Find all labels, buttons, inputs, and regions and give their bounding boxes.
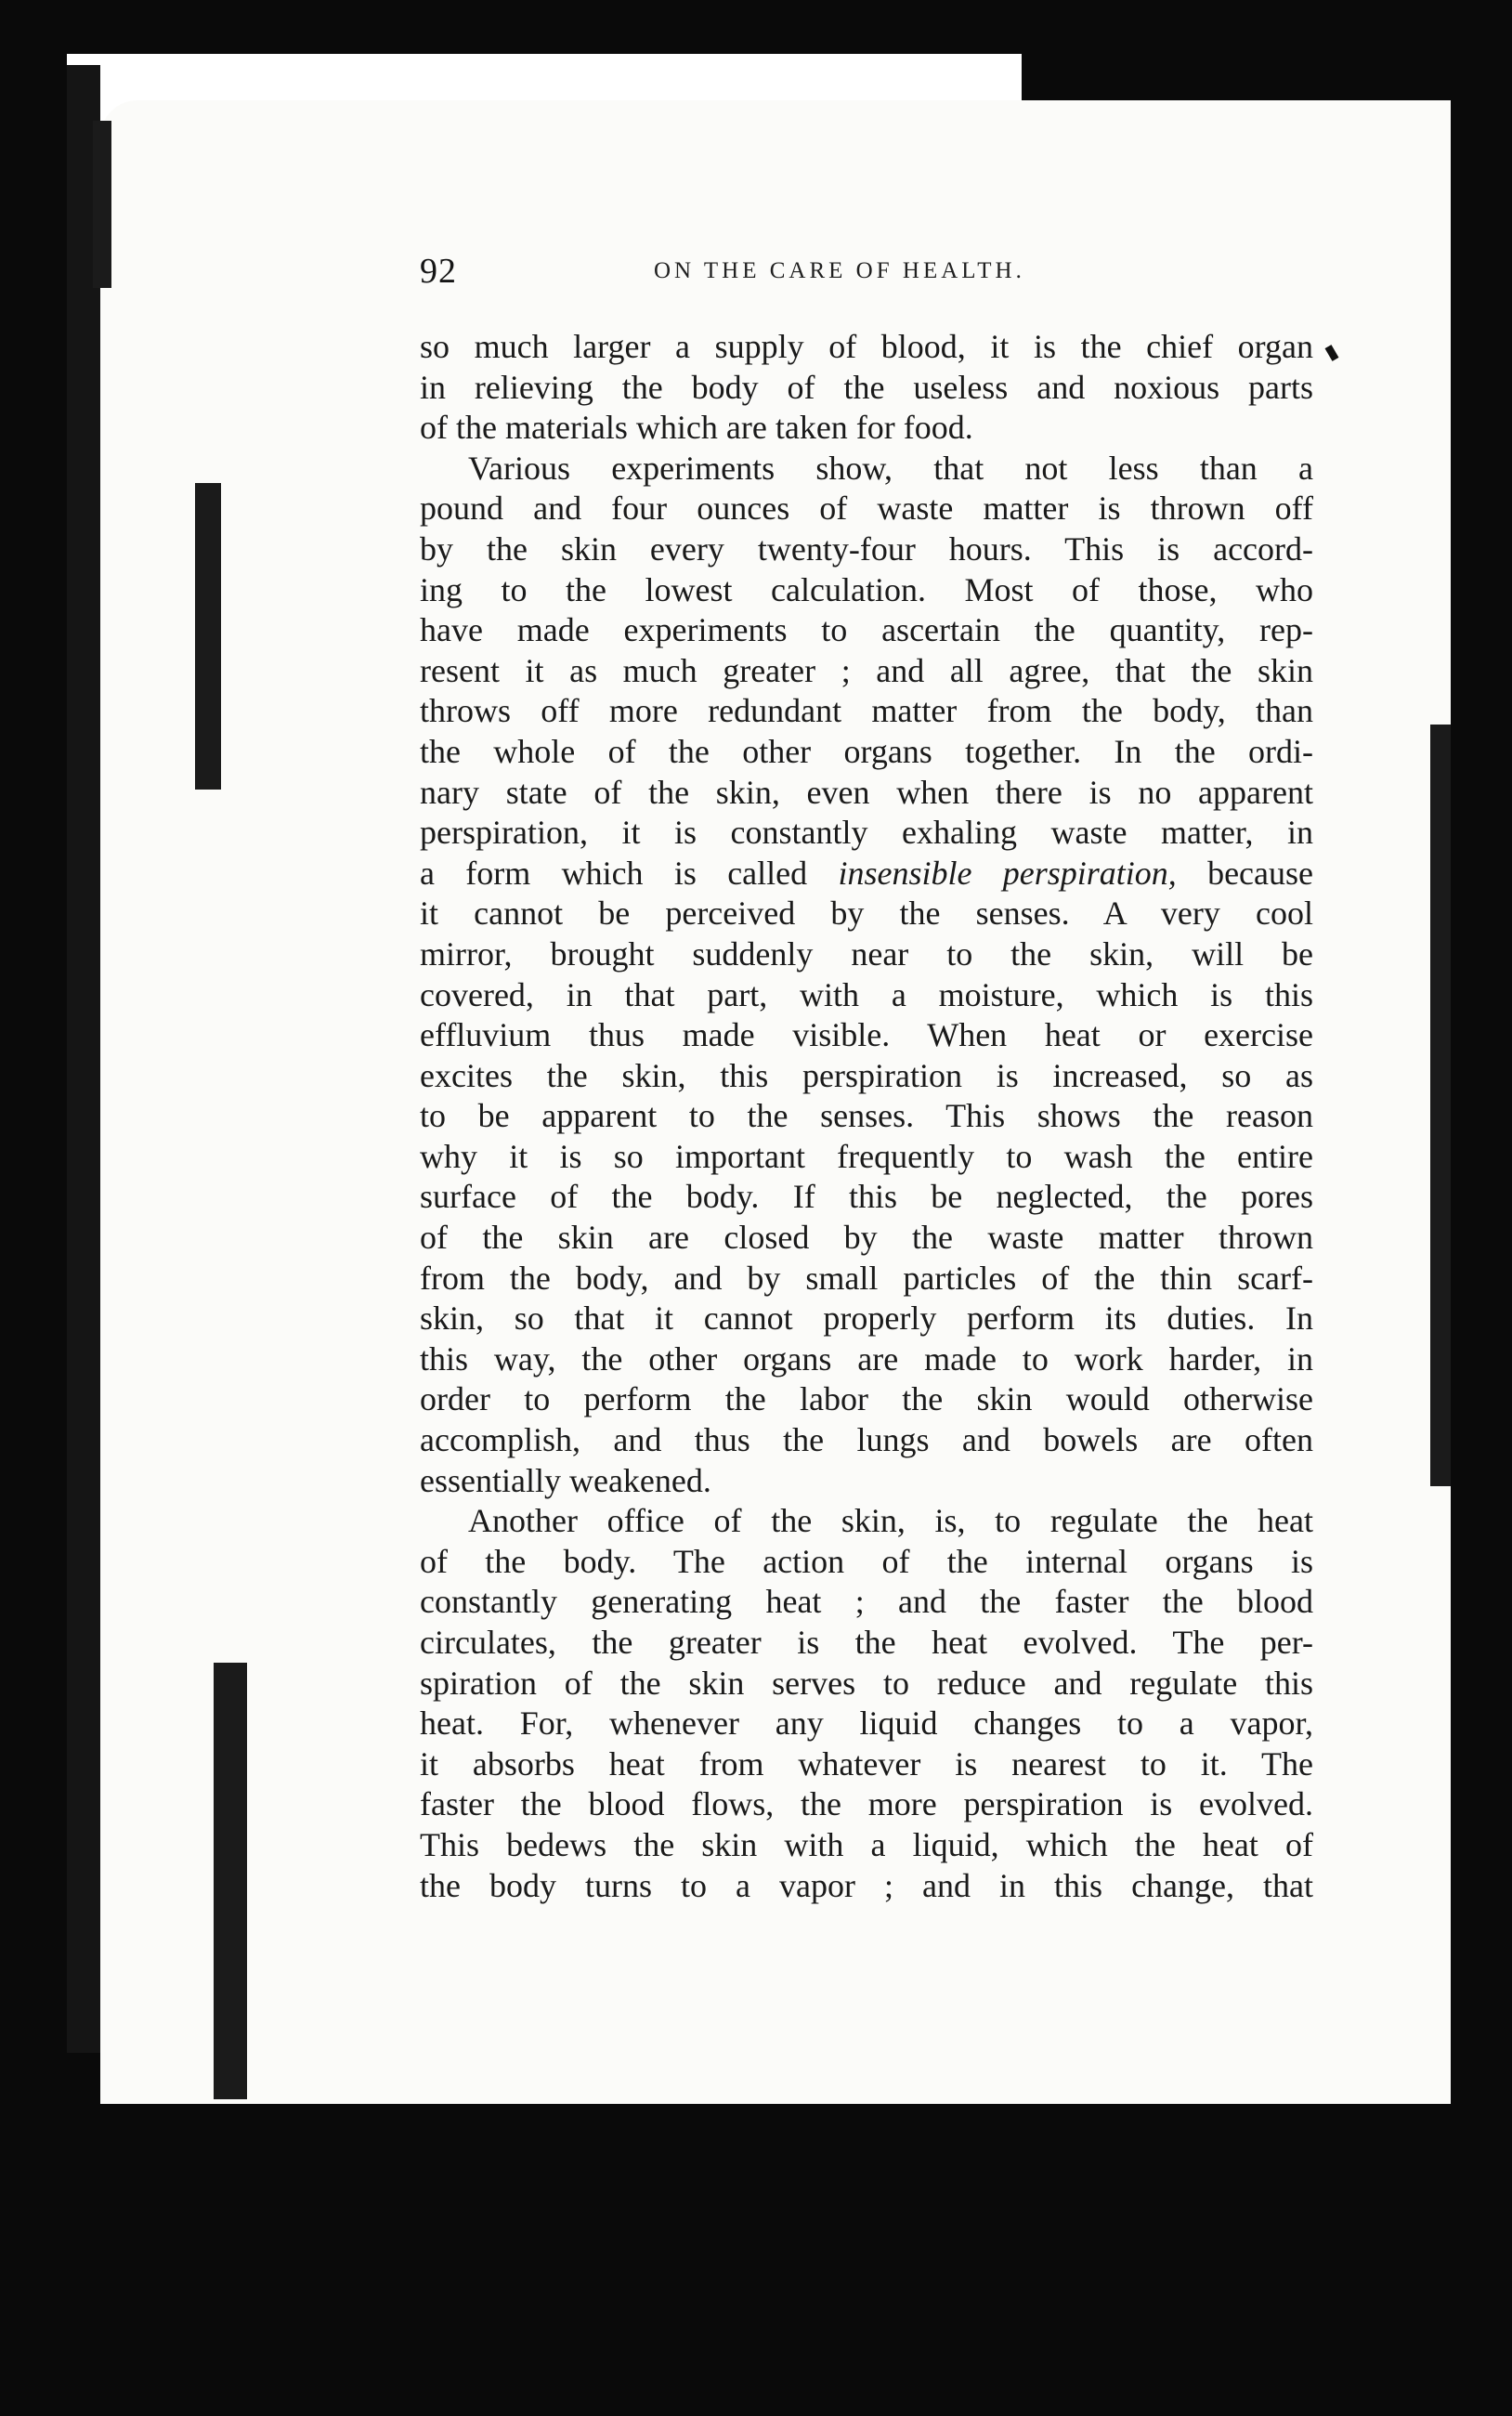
text-line: why it is so important frequently to wash the entire: [420, 1137, 1313, 1175]
text-line: have made experiments to ascertain the quantity, rep-: [420, 611, 1313, 649]
scan-shadow-mark: [1430, 725, 1451, 1486]
text-line: faster the blood flows, the more perspiration is evolved.: [420, 1785, 1313, 1823]
text-line: by the skin every twenty-four hours. This is accord-: [420, 529, 1313, 568]
scan-shadow-mark: [214, 1663, 247, 2099]
text-line: effluvium thus made visible. When heat or exercise: [420, 1016, 1313, 1054]
text-line: nary state of the skin, even when there is no apparent: [420, 773, 1313, 811]
text-line: covered, in that part, with a moisture, which is this: [420, 975, 1313, 1013]
text-line: so much larger a supply of blood, it is the chief organ: [420, 328, 1313, 365]
text-line: heat. For, whenever any liquid changes to a vapor,: [420, 1704, 1313, 1743]
text-line: ing to the lowest calculation. Most of those, who: [420, 570, 1313, 608]
scan-border-bottom: [0, 2104, 1512, 2416]
text-line: excites the skin, this perspiration is increased, so as: [420, 1056, 1313, 1094]
text-line: accomplish, and thus the lungs and bowels are often: [420, 1421, 1313, 1459]
scan-border-right: [1451, 0, 1512, 2416]
text-line: throws off more redundant matter from the body, than: [420, 692, 1313, 730]
text-line: surface of the body. If this be neglected, the pores: [420, 1178, 1313, 1216]
page-number: 92: [420, 252, 457, 291]
text-line: Another office of the skin, is, to regulate the heat: [468, 1502, 1313, 1540]
text-line: mirror, brought suddenly near to the skin, will be: [420, 934, 1313, 973]
running-head-title: ON THE CARE OF HEALTH.: [654, 258, 1025, 283]
scan-shadow-mark: [93, 121, 111, 288]
text-line: essentially weakened.: [420, 1461, 711, 1499]
scan-shadow-mark: [195, 483, 221, 790]
text-line: it cannot be perceived by the senses. A very cool: [420, 895, 1313, 933]
text-line: constantly generating heat ; and the faster the blood: [420, 1583, 1313, 1621]
text-line: in relieving the body of the useless and noxious parts: [420, 368, 1313, 406]
text-line: [420, 854, 1313, 895]
text-line: spiration of the skin serves to reduce and regulate this: [420, 1664, 1313, 1702]
text-line: of the materials which are taken for food.: [420, 409, 973, 447]
text-line: of the skin are closed by the waste matter thrown: [420, 1219, 1313, 1257]
text-line: Various experiments show, that not less than a: [468, 449, 1313, 487]
body-text: [420, 327, 1313, 1906]
text-run: because: [1176, 854, 1313, 892]
text-line: circulates, the greater is the heat evolved. The per-: [420, 1624, 1313, 1661]
text-line: from the body, and by small particles of the thin scarf-: [420, 1259, 1313, 1297]
text-line: the body turns to a vapor ; and in this change, that: [420, 1866, 1313, 1904]
text-line: pound and four ounces of waste matter is thrown off: [420, 490, 1313, 528]
text-line: the whole of the other organs together. In the ordi-: [420, 732, 1313, 770]
text-line: of the body. The action of the internal organs is: [420, 1542, 1313, 1580]
text-line: order to perform the labor the skin would otherwise: [420, 1380, 1313, 1418]
text-line: it absorbs heat from whatever is nearest to it. The: [420, 1744, 1313, 1783]
text-line: skin, so that it cannot properly perform its duties. In: [420, 1299, 1313, 1338]
text-line: This bedews the skin with a liquid, which the heat of: [420, 1825, 1313, 1863]
text-line: perspiration, it is constantly exhaling waste matter, in: [420, 814, 1313, 852]
text-line: resent it as much greater ; and all agree, that the skin: [420, 651, 1313, 689]
text-line: this way, the other organs are made to work harder, in: [420, 1339, 1313, 1378]
italic-term: insensible perspiration,: [838, 854, 1177, 892]
running-head: [420, 251, 1349, 294]
text-run: a form which is called: [420, 854, 839, 892]
text-line: to be apparent to the senses. This shows the reason: [420, 1097, 1313, 1135]
